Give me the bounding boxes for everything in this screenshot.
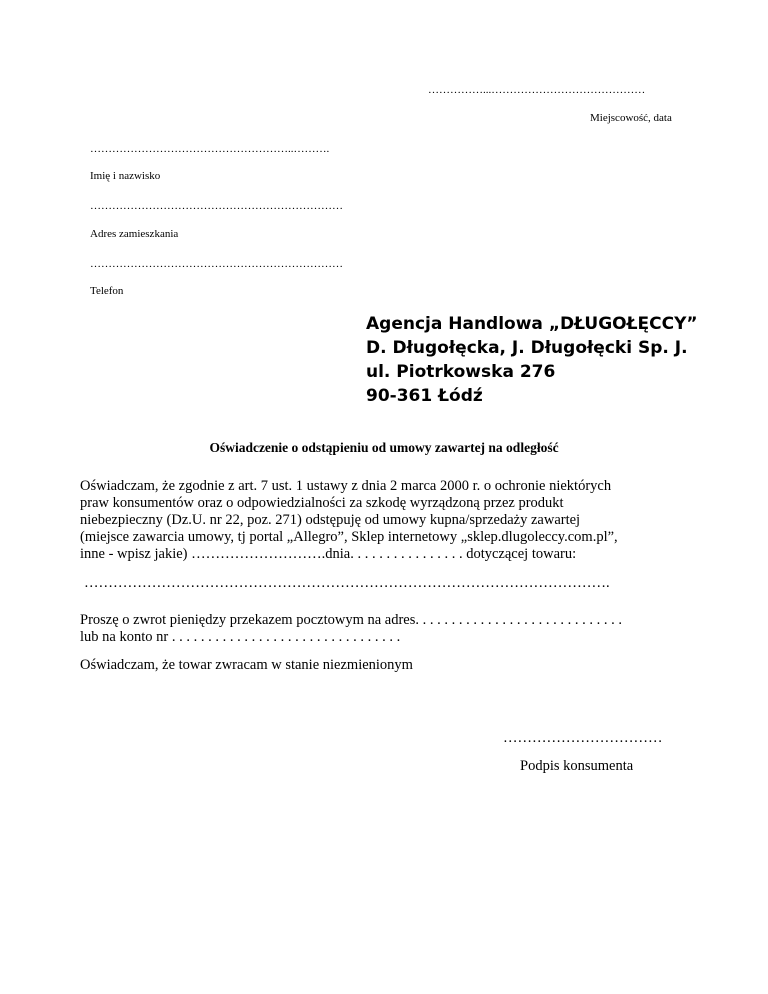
statement-line: Oświadczam, że zgodnie z art. 7 ust. 1 ustawy z dnia 2 marca 2000 r. o ochronie niektórych xyxy=(80,478,612,494)
statement-line: praw konsumentów oraz o odpowiedzialności za szkodę wyrządzoną przez produkt xyxy=(80,495,564,511)
document-title: Oświadczenie o odstąpieniu od umowy zawartej na odległość xyxy=(209,440,559,455)
company-name: Agencja Handlowa „DŁUGOŁĘCCY” xyxy=(366,314,698,334)
statement-line: niebezpieczny (Dz.U. nr 22, poz. 271) odstępuję od umowy kupna/sprzedaży zawartej xyxy=(80,512,581,528)
goods-field[interactable] xyxy=(84,575,704,592)
statement-line: inne - wpisz jakie) ……………………….dnia. . . . . . . . . . . . . . . . dotyczącej towaru: xyxy=(80,546,577,562)
refund-address-line: Proszę o zwrot pieniędzy przekazem pocztowym na adres. . . . . . . . . . . . . . . . . . . . . . . . . . . . . xyxy=(80,612,623,628)
recipient-address-block xyxy=(366,312,698,408)
signature-field[interactable]: …………………………… xyxy=(503,730,663,746)
phone-label: Telefon xyxy=(90,285,124,297)
name-label: Imię i nazwisko xyxy=(90,170,161,182)
phone-field[interactable]: …………………………………………………………… xyxy=(90,258,343,270)
name-field[interactable]: ………………………………………………..………. xyxy=(90,143,330,155)
company-city: 90-361 Łódź xyxy=(366,386,483,406)
condition-text: Oświadczam, że towar zwracam w stanie niezmienionym xyxy=(80,657,413,673)
withdrawal-statement xyxy=(80,478,700,563)
condition-statement xyxy=(80,657,700,674)
address-label: Adres zamieszkania xyxy=(90,228,179,240)
place-date-label: Miejscowość, data xyxy=(590,112,672,124)
refund-request xyxy=(80,612,700,646)
statement-line: (miejsce zawarcia umowy, tj portal „Allegro”, Sklep internetowy „sklep.dlugoleccy.com.pl”, xyxy=(80,529,618,545)
company-owners: D. Długołęcka, J. Długołęcki Sp. J. xyxy=(366,338,688,358)
address-field[interactable]: …………………………………………………………… xyxy=(90,200,343,212)
goods-dots[interactable]: ………………………………………………………………………………………………. xyxy=(84,575,610,591)
signature-label: Podpis konsumenta xyxy=(520,758,634,774)
refund-account-line: lub na konto nr . . . . . . . . . . . . . . . . . . . . . . . . . . . . . . . . xyxy=(80,629,401,645)
place-date-field[interactable]: ……………...…………………………………… xyxy=(428,84,646,96)
company-street: ul. Piotrkowska 276 xyxy=(366,362,556,382)
